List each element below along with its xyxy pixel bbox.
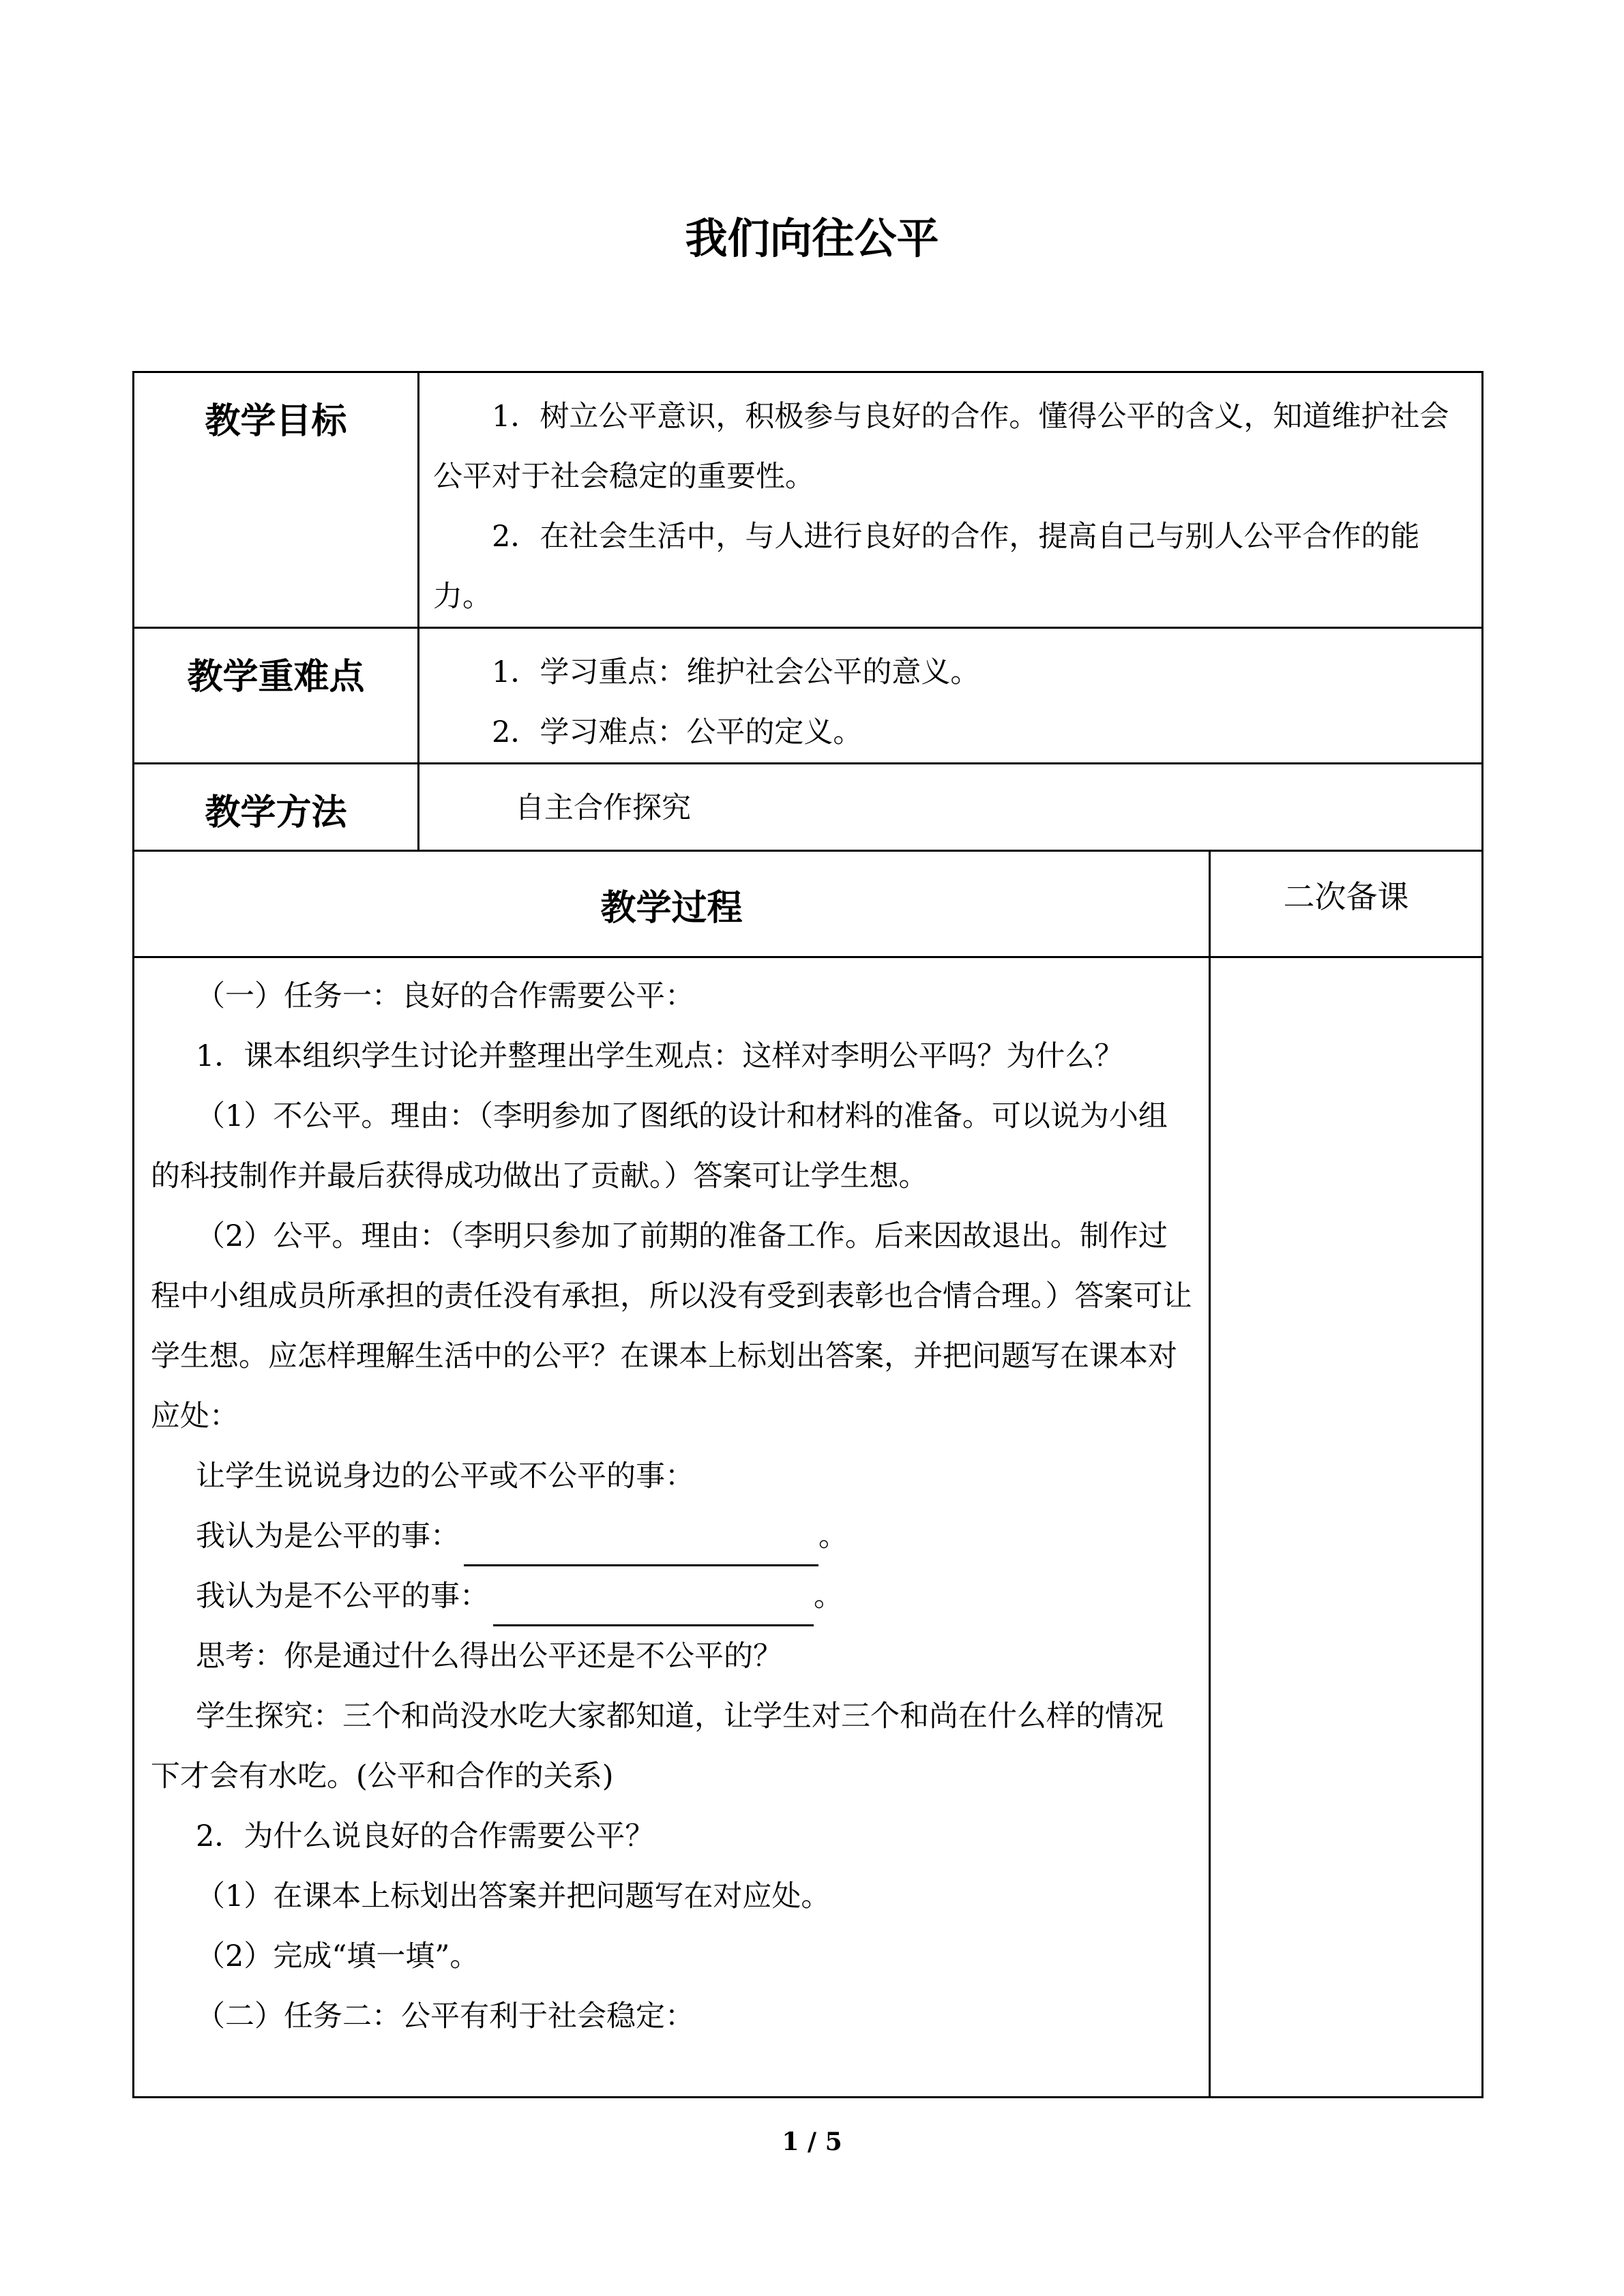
fair-label: 我认为是公平的事： <box>196 1519 460 1553</box>
key-points-label: 教学重难点 <box>134 628 419 764</box>
task2-heading: （二）任务二：公平有利于社会稳定： <box>196 1999 694 2033</box>
fair-period: 。 <box>818 1519 848 1553</box>
process-header: 教学过程 <box>134 851 1210 957</box>
objectives-content <box>419 372 1483 628</box>
key-points-content <box>419 628 1483 764</box>
objectives-row <box>134 372 1483 628</box>
explore-prompt: 学生探究：三个和尚没水吃大家都知道，让学生对三个和尚在什么样的情况下才会有水吃。(公平和合作的关系) <box>151 1699 1164 1793</box>
question-2-step-1: （1）在课本上标划出答案并把问题写在对应处。 <box>196 1879 831 1913</box>
unfair-label: 我认为是不公平的事： <box>196 1579 489 1613</box>
lesson-plan-table <box>132 371 1483 2098</box>
process-body-row <box>134 957 1483 2098</box>
page-title: 我们向往公平 <box>685 213 939 263</box>
task1-heading: （一）任务一：良好的合作需要公平： <box>196 979 694 1013</box>
objective-item-2: 2．在社会生活中，与人进行良好的合作，提高自己与别人公平合作的能力。 <box>433 520 1420 614</box>
method-content <box>419 764 1483 851</box>
key-point-item-2: 2．学习难点：公平的定义。 <box>492 715 863 749</box>
method-row <box>134 764 1483 851</box>
unfair-fill-line <box>151 1566 1192 1626</box>
question-2: 2．为什么说良好的合作需要公平？ <box>196 1819 655 1853</box>
answer-1: （1）不公平。理由：（李明参加了图纸的设计和材料的准备。可以说为小组的科技制作并最后获得成功做出了贡献。）答案可让学生想。 <box>151 1099 1168 1193</box>
unfair-period: 。 <box>814 1579 843 1613</box>
backup-notes-cell <box>1210 957 1483 2098</box>
key-points-row <box>134 628 1483 764</box>
backup-header: 二次备课 <box>1210 851 1483 957</box>
objectives-label: 教学目标 <box>134 372 419 628</box>
method-label: 教学方法 <box>134 764 419 851</box>
method-value: 自主合作探究 <box>515 791 691 825</box>
objective-item-1: 1．树立公平意识，积极参与良好的合作。懂得公平的含义，知道维护社会公平对于社会稳定的重要性。 <box>433 400 1449 494</box>
answer-2: （2）公平。理由：（李明只参加了前期的准备工作。后来因故退出。制作过程中小组成员所承担的责任没有承担，所以没有受到表彰也合情合理。）答案可让学生想。应怎样理解生活中的公平？在课本上标划出答案，并把问题写在课本对应处： <box>151 1219 1192 1433</box>
question-2-step-2: （2）完成“填一填”。 <box>196 1939 479 1973</box>
page-number: 1 / 5 <box>782 2128 842 2156</box>
fair-blank <box>464 1530 818 1566</box>
prompt-say: 让学生说说身边的公平或不公平的事： <box>196 1459 694 1493</box>
fair-fill-line <box>151 1506 1192 1566</box>
think-prompt: 思考：你是通过什么得出公平还是不公平的？ <box>196 1639 782 1673</box>
key-point-item-1: 1．学习重点：维护社会公平的意义。 <box>492 655 980 689</box>
process-content <box>134 957 1210 2098</box>
unfair-blank <box>493 1590 814 1626</box>
question-1: 1．课本组织学生讨论并整理出学生观点：这样对李明公平吗？为什么？ <box>196 1039 1124 1073</box>
process-header-row <box>134 851 1483 957</box>
